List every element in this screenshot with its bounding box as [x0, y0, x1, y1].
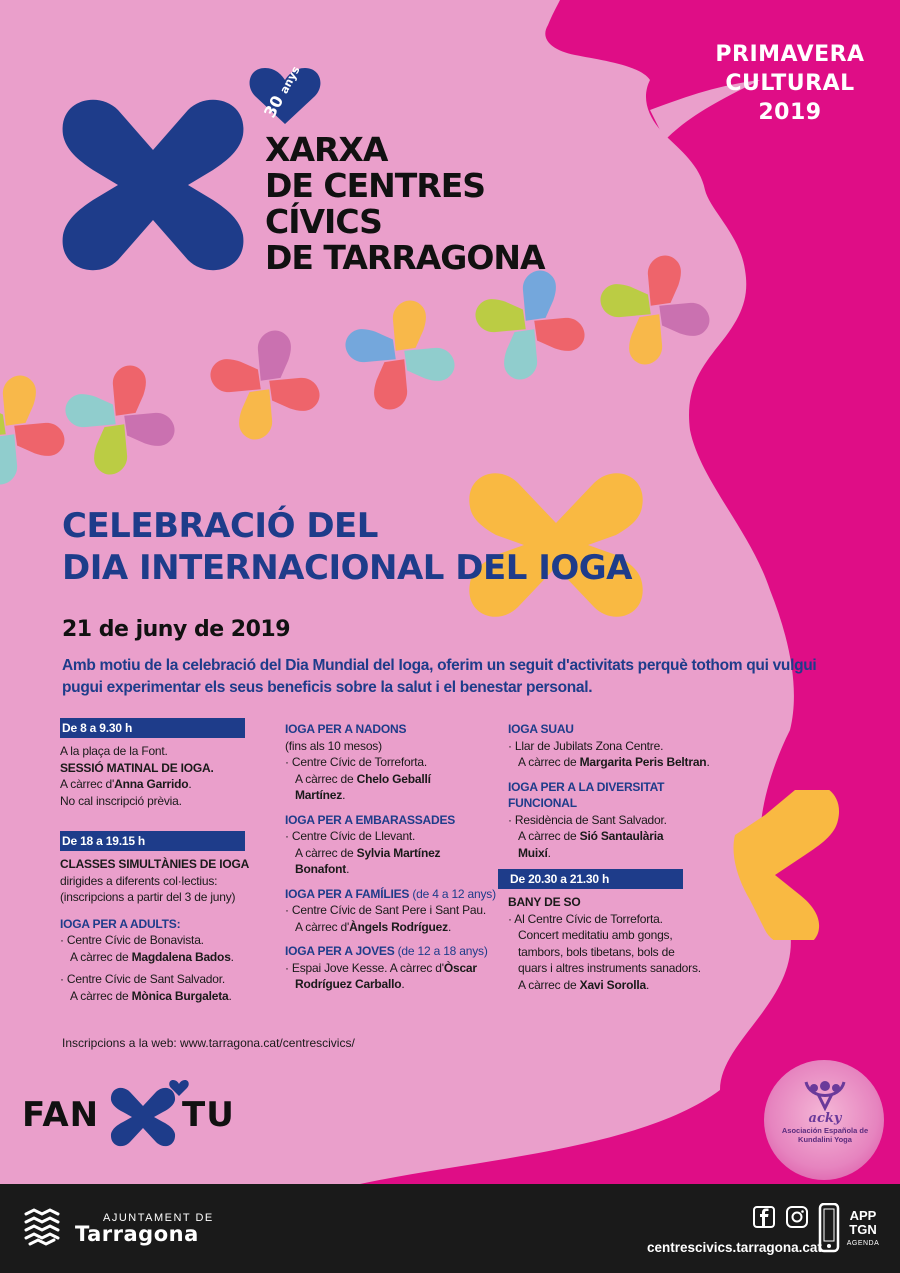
event-title-line: DIA INTERNACIONAL DEL IOGA [62, 548, 632, 588]
instructor-name: Muixí [518, 845, 548, 860]
gentle-section [508, 721, 718, 771]
instructor-name: Xavi Sorolla [579, 977, 646, 992]
network-title-line: DE CENTRES [265, 166, 486, 205]
item-place: · Centre Cívic de Llevant. [285, 829, 416, 843]
app-label-line: AGENDA [846, 1240, 880, 1247]
item-place [285, 960, 500, 977]
council-label-small: AJUNTAMENT DE [103, 1212, 214, 1224]
time-bar-1: De 8 a 9.30 h [60, 718, 245, 738]
instructor-name: Chelo Geballí [356, 771, 431, 786]
heart-x-cluster [469, 264, 591, 386]
section-heading [285, 886, 500, 903]
section-age: (de 4 a 12 anys) [409, 886, 496, 901]
instructor-name: Martínez [295, 788, 343, 802]
instagram-icon[interactable] [786, 1206, 808, 1228]
session-line: tambors, bols tibetans, bols de [518, 944, 675, 959]
babies-section [285, 721, 500, 804]
item-place: · Llar de Jubilats Zona Centre. [508, 738, 664, 753]
partner-emblem-icon [800, 1072, 850, 1112]
network-title-line: DE TARRAGONA [265, 238, 545, 277]
instructor-suffix: . [228, 988, 232, 1003]
instructor-suffix: . [401, 977, 405, 991]
item-instructor [60, 949, 280, 966]
instructor-name: Òscar [443, 960, 477, 975]
adults-heading: IOGA PER A ADULTS: [60, 916, 181, 931]
instructor-name: Àngels Rodríguez [349, 919, 448, 934]
item-instructor [508, 828, 718, 845]
session-line: (inscripcions a partir del 3 de juny) [60, 890, 236, 904]
partner-name-line: Asociación Española de [781, 1126, 869, 1135]
item-instructor [60, 988, 280, 1005]
schedule-column-2 [285, 721, 500, 1001]
instructor-suffix: . [706, 755, 710, 769]
schedule-column-3 [508, 721, 718, 993]
time-bar-3: De 20.30 a 21.30 h [498, 869, 683, 889]
item-place: · Centre Cívic de Sant Salvador. [60, 972, 226, 986]
item-place-text: · Espai Jove Kesse. A càrrec d' [285, 960, 444, 975]
network-title-line: XARXA [265, 130, 388, 169]
instructor-name: Sylvia Martínez [356, 845, 441, 860]
adults-item [60, 932, 280, 965]
instructor-name: Sió Santaulària [579, 829, 664, 843]
registration-web-note: Inscripcions a la web: www.tarragona.cat/centrescivics/ [62, 1036, 355, 1050]
section-sub: (fins als 10 mesos) [285, 738, 382, 753]
heart-x-cluster [594, 249, 716, 371]
instructor-prefix: A càrrec d' [60, 777, 115, 791]
section-heading: IOGA PER A NADONS [285, 722, 407, 736]
diversity-section [508, 779, 718, 862]
season-line: PRIMAVERA [715, 42, 865, 67]
item-instructor-cont [285, 976, 500, 993]
session-activity: BANY DE SO [508, 895, 581, 909]
years-number: 30 [260, 92, 288, 121]
session-line: quars i altres instruments sanadors. [518, 961, 701, 975]
item-place: · Centre Cívic de Sant Pere i Sant Pau. [285, 903, 486, 917]
families-section [285, 886, 500, 936]
section-heading [285, 943, 500, 960]
morning-session [60, 743, 280, 809]
item-instructor [285, 919, 500, 936]
council-label-big: Tarragona [75, 1222, 199, 1246]
instructor-suffix: . [342, 788, 346, 802]
item-instructor-cont [285, 861, 500, 878]
item-place: · Residència de Sant Salvador. [508, 812, 667, 827]
instructor-name: Magdalena Bados [131, 949, 231, 964]
instructor-prefix: A càrrec de [518, 829, 580, 843]
item-instructor [508, 977, 718, 994]
event-title-line: CELEBRACIÓ DEL [62, 506, 378, 546]
sound-bath-section [508, 894, 718, 993]
city-council-emblem-icon [22, 1206, 64, 1248]
instructor-suffix: . [230, 949, 234, 964]
session-activity: CLASSES SIMULTÀNIES DE IOGA [60, 857, 250, 871]
event-intro: Amb motiu de la celebració del Dia Mundial del Ioga, oferim un seguit d'activitats perquè tothom qui vulgui pugui experimentar els seus beneficis sobre la salut i el benestar personal. [62, 657, 817, 696]
session-line: · Al Centre Cívic de Torreforta. [508, 911, 663, 926]
instructor-suffix: . [447, 919, 452, 934]
instructor-name: Anna Garrido [114, 777, 189, 791]
item-instructor [285, 845, 500, 862]
event-date: 21 de juny de 2019 [62, 617, 291, 642]
heart-x-cluster [0, 369, 71, 491]
item-instructor-cont [508, 845, 718, 862]
partner-name [776, 1126, 874, 1144]
app-label-line: TGN [849, 1222, 877, 1237]
instructor-prefix: A càrrec de [70, 988, 132, 1003]
instructor-prefix: A càrrec de [518, 977, 580, 992]
item-place: · Centre Cívic de Bonavista. [60, 933, 204, 947]
campaign-left: FAN [22, 1095, 100, 1135]
event-title [62, 505, 682, 589]
instructor-prefix: A càrrec de [295, 845, 357, 860]
instructor-prefix: A càrrec d' [295, 919, 350, 934]
footer-url-link[interactable]: centrescivics.tarragona.cat [647, 1240, 822, 1255]
section-heading-text: IOGA PER A JOVES [285, 944, 395, 958]
session-note: No cal inscripció prèvia. [60, 793, 182, 808]
instructor-suffix: . [346, 862, 350, 876]
instructor-suffix: . [645, 977, 650, 992]
section-age: (de 12 a 18 anys) [394, 944, 488, 958]
app-label-line: APP [849, 1208, 877, 1223]
session-instructor [60, 776, 280, 793]
session-line: Concert meditatiu amb gongs, [518, 928, 673, 942]
pregnant-section [285, 812, 500, 878]
instructor-name: Bonafont [295, 862, 347, 876]
schedule-column-1 [60, 718, 280, 1004]
years-word: anys [277, 64, 303, 96]
section-heading: FUNCIONAL [508, 796, 577, 810]
section-heading: IOGA SUAU [508, 722, 574, 736]
instructor-name: Margarita Peris Beltran [579, 755, 707, 769]
instructor-prefix: A càrrec de [518, 755, 580, 769]
session-line: dirigides a diferents col·lectius: [60, 873, 218, 888]
heart-x-cluster [59, 359, 181, 481]
instructor-suffix: . [188, 777, 192, 791]
simultaneous-classes [60, 856, 280, 906]
section-heading: IOGA PER A EMBARASSADES [285, 812, 456, 827]
session-activity: SESSIÓ MATINAL DE IOGA. [60, 760, 214, 775]
heart-chain [0, 249, 716, 491]
item-place: · Centre Cívic de Torreforta. [285, 755, 428, 769]
item-instructor [285, 771, 500, 788]
adults-item [60, 971, 280, 1004]
season-line: CULTURAL [725, 71, 855, 96]
app-label[interactable] [843, 1209, 883, 1251]
session-place: A la plaça de la Font. [60, 744, 168, 758]
section-heading-text: IOGA PER A FAMÍLIES [285, 886, 410, 901]
youth-section [285, 943, 500, 993]
network-title-line: CÍVICS [265, 202, 382, 241]
campaign-right: TU [182, 1095, 235, 1135]
facebook-icon[interactable] [753, 1206, 775, 1228]
partner-name-line: Kundalini Yoga [798, 1135, 852, 1144]
heart-x-cluster [339, 294, 461, 416]
instructor-suffix: . [547, 845, 551, 860]
instructor-name: Rodríguez Carballo [295, 977, 402, 991]
section-heading: IOGA PER A LA DIVERSITAT [508, 779, 665, 794]
instructor-name: Mònica Burgaleta [131, 988, 229, 1003]
instructor-prefix: A càrrec de [295, 771, 357, 786]
partner-logo-text: acky [808, 1111, 842, 1126]
season-line: 2019 [758, 100, 822, 125]
instructor-prefix: A càrrec de [70, 949, 132, 964]
item-instructor-cont [285, 787, 500, 804]
heart-x-cluster [204, 324, 326, 446]
time-bar-2: De 18 a 19.15 h [60, 831, 245, 851]
item-instructor [508, 754, 718, 771]
